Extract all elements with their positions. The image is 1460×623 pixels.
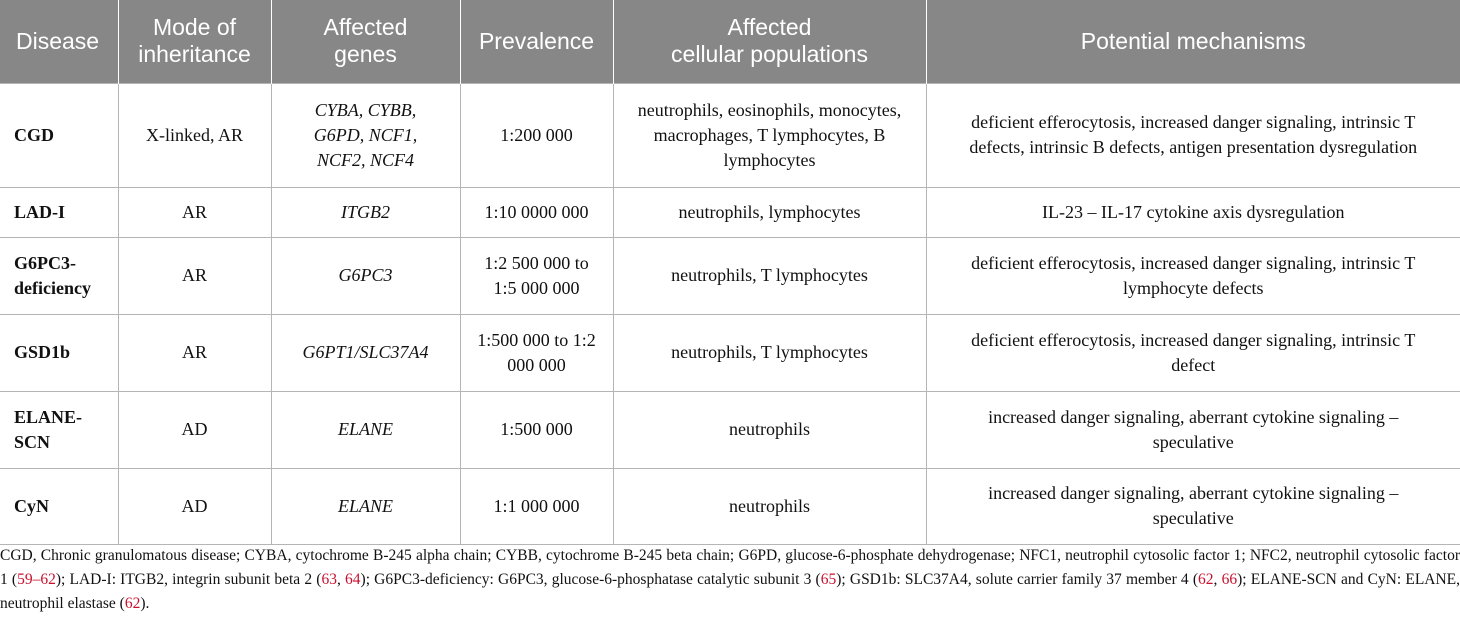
table-row — [0, 83, 1460, 187]
cell-genes: G6PT1/SLC37A4 — [271, 314, 460, 391]
header-row — [0, 0, 1460, 83]
cell-mechanisms: deficient efferocytosis, increased danger signaling, intrinsic T defect — [926, 314, 1460, 391]
cell-inheritance: AR — [118, 314, 271, 391]
cell-mechanisms: deficient efferocytosis, increased danger signaling, intrinsic T lymphocyte defects — [926, 237, 1460, 314]
cell-inheritance: AR — [118, 237, 271, 314]
cell-genes: G6PC3 — [271, 237, 460, 314]
citation-link[interactable]: 62 — [1198, 571, 1214, 588]
footnote-text: CGD, Chronic granulomatous disease; CYBA, cytochrome B-245 alpha chain; CYBB, cytochrome B-245 beta chain; G6PD, glucose-6-phosphate dehydrogenase; NFC1, neutrophil cytosolic factor 1; NFC2, neutrophil cytosolic factor 1 ( — [0, 547, 1460, 588]
cell-populations: neutrophils — [613, 391, 926, 468]
cell-genes: ELANE — [271, 391, 460, 468]
citation-link[interactable]: 64 — [345, 571, 361, 588]
citation-link[interactable]: 66 — [1221, 571, 1238, 588]
cell-mechanisms: increased danger signaling, aberrant cytokine signaling – speculative — [926, 391, 1460, 468]
cell-prevalence: 1:1 000 000 — [460, 468, 613, 544]
cell-populations: neutrophils, eosinophils, monocytes, macrophages, T lymphocytes, B lymphocytes — [613, 83, 926, 187]
table-row — [0, 187, 1460, 237]
cell-populations: neutrophils, T lymphocytes — [613, 237, 926, 314]
citation-link[interactable]: 63 — [321, 571, 337, 588]
cell-prevalence: 1:500 000 to 1:2 000 000 — [460, 314, 613, 391]
cell-inheritance: X-linked, AR — [118, 83, 271, 187]
cell-disease: G6PC3-deficiency — [0, 237, 118, 314]
cell-disease: GSD1b — [0, 314, 118, 391]
header-mechanisms: Potential mechanisms — [926, 0, 1460, 83]
citation-link[interactable]: 62 — [124, 595, 141, 612]
cell-genes: CYBA, CYBB, G6PD, NCF1, NCF2, NCF4 — [271, 83, 460, 187]
citation-link[interactable]: 59–62 — [17, 571, 56, 588]
cell-disease: ELANE-SCN — [0, 391, 118, 468]
table-row — [0, 391, 1460, 468]
cell-mechanisms: deficient efferocytosis, increased danger signaling, intrinsic T defects, intrinsic B defects, antigen presentation dysregulation — [926, 83, 1460, 187]
footnote-text: ); GSD1b: SLC37A4, solute carrier family 37 member 4 ( — [836, 571, 1199, 588]
cell-populations: neutrophils, T lymphocytes — [613, 314, 926, 391]
cell-disease: LAD-I — [0, 187, 118, 237]
table-row — [0, 237, 1460, 314]
cell-inheritance: AR — [118, 187, 271, 237]
cell-inheritance: AD — [118, 391, 271, 468]
cell-genes: ITGB2 — [271, 187, 460, 237]
footnote-separator: , — [1213, 571, 1222, 588]
cell-populations: neutrophils, lymphocytes — [613, 187, 926, 237]
cell-disease: CyN — [0, 468, 118, 544]
table-footnote — [0, 544, 1460, 616]
table-row — [0, 314, 1460, 391]
cell-prevalence: 1:200 000 — [460, 83, 613, 187]
header-populations: Affected cellular populations — [613, 0, 926, 83]
footnote-separator: , — [336, 571, 346, 588]
footnote-text: ); LAD-I: ITGB2, integrin subunit beta 2 ( — [55, 571, 322, 588]
header-genes: Affected genes — [271, 0, 460, 83]
cell-mechanisms: IL-23 – IL-17 cytokine axis dysregulation — [926, 187, 1460, 237]
cell-disease: CGD — [0, 83, 118, 187]
cell-prevalence: 1:500 000 — [460, 391, 613, 468]
table-row — [0, 468, 1460, 544]
header-disease: Disease — [0, 0, 118, 83]
footnote-text: ). — [140, 595, 150, 612]
cell-inheritance: AD — [118, 468, 271, 544]
cell-mechanisms: increased danger signaling, aberrant cytokine signaling – speculative — [926, 468, 1460, 544]
citation-link[interactable]: 65 — [820, 571, 837, 588]
header-prevalence: Prevalence — [460, 0, 613, 83]
cell-prevalence: 1:10 0000 000 — [460, 187, 613, 237]
header-inheritance: Mode of inheritance — [118, 0, 271, 83]
footnote-text: ); G6PC3-deficiency: G6PC3, glucose-6-phosphatase catalytic subunit 3 ( — [360, 571, 821, 588]
footnote-text: ); ELANE-SCN and CyN: ELANE, neutrophil elastase ( — [0, 571, 1460, 612]
cell-prevalence: 1:2 500 000 to 1:5 000 000 — [460, 237, 613, 314]
cell-genes: ELANE — [271, 468, 460, 544]
cell-populations: neutrophils — [613, 468, 926, 544]
